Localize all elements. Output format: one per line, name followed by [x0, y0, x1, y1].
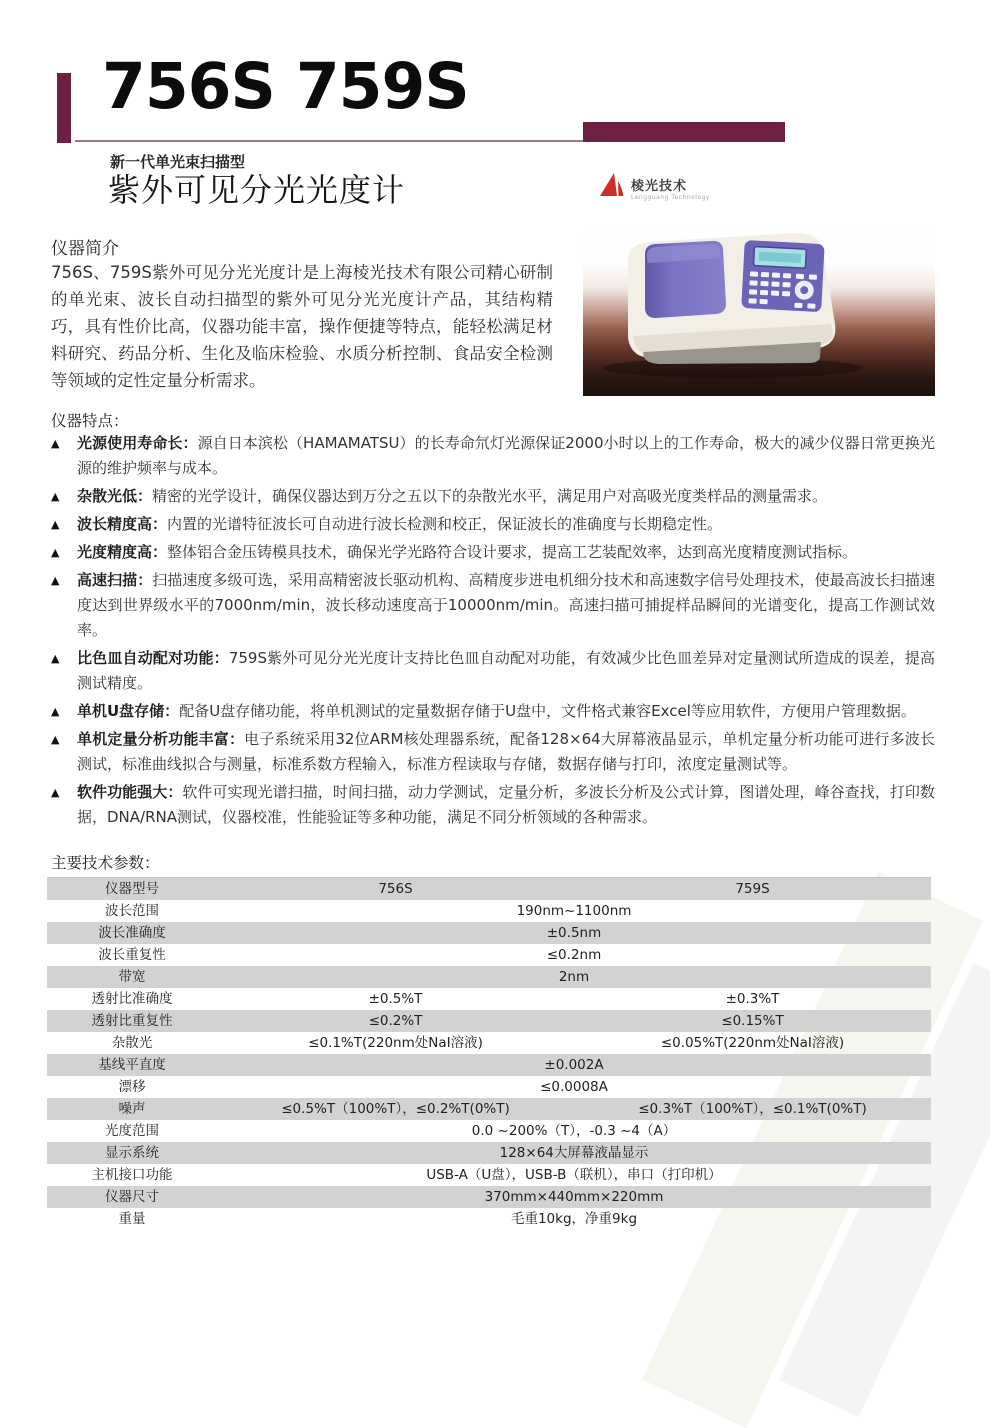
feature-text: [77, 431, 935, 481]
features-heading: 仪器特点：: [51, 412, 129, 430]
spectrophotometer-image: [583, 218, 935, 396]
feature-body: 配备U盘存储功能，将单机测试的定量数据存储于U盘中，文件格式兼容Excel等应用软件，方便用户管理数据。: [179, 702, 916, 720]
feature-body: 电子系统采用32位ARM核处理器系统，配备128×64大屏幕液晶显示，单机定量分析功能可进行多波长测试，标准曲线拟合与测量，标准系数方程输入，标准方程读取与存储，数据存储与打印，浓度定量测试等。: [77, 730, 935, 773]
feature-text: [77, 727, 935, 777]
feature-title: 杂散光低：: [77, 487, 153, 505]
feature-title: 高速扫描：: [77, 571, 153, 589]
spec-value-759s: ±0.3%T: [725, 991, 780, 1007]
feature-item: [51, 484, 935, 509]
specs-table: [47, 877, 931, 1230]
page-title: 756S 759S: [102, 50, 469, 123]
spec-row: [47, 1076, 931, 1098]
feature-text: [77, 512, 935, 537]
features-list: [51, 431, 935, 833]
feature-body: 整体铝合金压铸模具技术，确保光学光路符合设计要求，提高工艺装配效率，达到高光度精度测试指标。: [167, 543, 858, 561]
feature-body: 内置的光谱特征波长可自动进行波长检测和校正，保证波长的准确度与长期稳定性。: [167, 515, 723, 533]
spec-label: 主机接口功能: [91, 1167, 173, 1183]
spec-row: [47, 1164, 931, 1186]
spec-row: [47, 878, 931, 900]
spec-label: 带宽: [118, 969, 146, 985]
feature-body: 759S紫外可见分光光度计支持比色皿自动配对功能，有效减少比色皿差异对定量测试所造成的误差，提高测试精度。: [77, 649, 935, 692]
feature-item: [51, 780, 935, 830]
spec-label: 噪声: [118, 1101, 146, 1117]
spec-row: [47, 1186, 931, 1208]
feature-title: 单机U盘存储：: [77, 702, 180, 720]
triangle-bullet-icon: ▲: [51, 518, 60, 531]
title-accent-bar-left: [57, 73, 71, 143]
feature-item: [51, 540, 935, 565]
spec-value: ±0.002A: [544, 1057, 604, 1073]
feature-text: [77, 646, 935, 696]
feature-text: [77, 484, 935, 509]
spec-label: 光度范围: [105, 1123, 159, 1139]
feature-title: 软件功能强大：: [77, 783, 183, 801]
feature-item: [51, 699, 935, 724]
spec-label: 基线平直度: [98, 1057, 166, 1073]
feature-title: 比色皿自动配对功能：: [77, 649, 229, 667]
spec-label: 波长范围: [105, 903, 159, 919]
spec-row: [47, 988, 931, 1010]
feature-body: 源自日本滨松（HAMAMATSU）的长寿命氘灯光源保证2000小时以上的工作寿命，极大的减少仪器日常更换光源的维护频率与成本。: [77, 434, 935, 477]
feature-item: [51, 727, 935, 777]
spec-label: 重量: [118, 1211, 146, 1227]
spec-value-756s: 756S: [378, 881, 413, 897]
triangle-bullet-icon: ▲: [51, 574, 60, 587]
triangle-bullet-icon: ▲: [51, 786, 60, 799]
feature-item: [51, 568, 935, 643]
brand-logo: [597, 170, 710, 204]
spec-value: 2nm: [558, 969, 590, 985]
feature-text: [77, 540, 935, 565]
spec-value-759s: ≤0.3%T（100%T），≤0.1%T(0%T): [638, 1101, 867, 1117]
spec-row: [47, 1142, 931, 1164]
spec-row: [47, 1054, 931, 1076]
spec-value: 370mm×440mm×220mm: [484, 1189, 664, 1205]
spec-row: [47, 1208, 931, 1230]
spec-value-756s: ≤0.1%T(220nm处NaI溶液): [308, 1035, 483, 1051]
product-photo: [583, 218, 935, 396]
spec-row: [47, 1010, 931, 1032]
subtitle-type: 新一代单光束扫描型: [110, 153, 246, 171]
feature-text: [77, 568, 935, 643]
triangle-bullet-icon: ▲: [51, 546, 60, 559]
feature-item: [51, 431, 935, 481]
spec-value-756s: ±0.5%T: [368, 991, 423, 1007]
feature-body: 扫描速度多级可选，采用高精密波长驱动机构、高精度步进电机细分技术和高速数字信号处理技术，使最高波长扫描速度达到世界级水平的7000nm/min，波长移动速度高于10000nm/min。高速扫描可捕捉样品瞬间的光谱变化，提高工作测试效率。: [77, 571, 935, 639]
triangle-bullet-icon: ▲: [51, 490, 60, 503]
spec-value: USB-A（U盘），USB-B（联机），串口（打印机）: [426, 1167, 722, 1183]
spec-label: 显示系统: [105, 1145, 159, 1161]
spec-row: [47, 944, 931, 966]
spec-value: 190nm~1100nm: [516, 903, 632, 919]
logo-sail-icon: [597, 170, 627, 204]
spec-row: [47, 1032, 931, 1054]
intro-text: 756S、759S紫外可见分光光度计是上海棱光技术有限公司精心研制的单光束、波长自动扫描型的紫外可见分光光度计产品，其结构精巧，具有性价比高，仪器功能丰富，操作便捷等特点，能轻松满足材料研究、药品分析、生化及临床检验、水质分析控制、食品安全检测等领域的定性定量分析需求。: [51, 263, 553, 390]
feature-body: 精密的光学设计，确保仪器达到万分之五以下的杂散光水平，满足用户对高吸光度类样品的测量需求。: [152, 487, 828, 505]
spec-value-759s: ≤0.05%T(220nm处NaI溶液): [660, 1035, 845, 1051]
spec-row: [47, 900, 931, 922]
feature-title: 光源使用寿命长：: [77, 434, 198, 452]
spec-label: 杂散光: [111, 1035, 153, 1051]
triangle-bullet-icon: ▲: [51, 705, 60, 718]
specs-heading: 主要技术参数：: [51, 854, 160, 872]
feature-text: [77, 780, 935, 830]
spec-label: 透射比准确度: [91, 991, 173, 1007]
spec-value: ±0.5nm: [546, 925, 602, 941]
spec-label: 仪器型号: [105, 881, 159, 897]
header-accent-block-right: [583, 122, 785, 142]
feature-title: 单机定量分析功能丰富：: [77, 730, 245, 748]
spec-value: 毛重10kg，净重9kg: [510, 1211, 638, 1227]
spec-label: 波长重复性: [98, 947, 166, 963]
feature-item: [51, 646, 935, 696]
spec-value: ≤0.2nm: [546, 947, 602, 963]
intro-heading: 仪器简介: [51, 239, 119, 259]
spec-row: [47, 1098, 931, 1120]
spec-label: 漂移: [118, 1079, 146, 1095]
spec-row: [47, 966, 931, 988]
spec-row: [47, 1120, 931, 1142]
spec-row: [47, 922, 931, 944]
spec-value-759s: ≤0.15%T: [721, 1013, 784, 1029]
triangle-bullet-icon: ▲: [51, 652, 60, 665]
spec-label: 透射比重复性: [91, 1013, 173, 1029]
spec-value-756s: ≤0.2%T: [368, 1013, 423, 1029]
feature-item: [51, 512, 935, 537]
feature-text: [77, 699, 935, 724]
feature-body: 软件可实现光谱扫描，时间扫描，动力学测试，定量分析，多波长分析及公式计算，图谱处理，峰谷查找，打印数据，DNA/RNA测试，仪器校准，性能验证等多种功能，满足不同分析领域的各种需求。: [77, 783, 935, 826]
feature-title: 光度精度高：: [77, 543, 168, 561]
spec-value: 128×64大屏幕液晶显示: [499, 1145, 649, 1161]
spec-value: ≤0.0008A: [540, 1079, 608, 1095]
triangle-bullet-icon: ▲: [51, 733, 60, 746]
spec-label: 波长准确度: [98, 925, 166, 941]
spec-value-756s: ≤0.5%T（100%T），≤0.2%T(0%T): [281, 1101, 510, 1117]
triangle-bullet-icon: ▲: [51, 437, 60, 450]
spec-value: 0.0 ~200%（T），-0.3 ~4（A）: [471, 1123, 677, 1139]
spec-label: 仪器尺寸: [105, 1189, 159, 1205]
feature-title: 波长精度高：: [77, 515, 168, 533]
product-name: 紫外可见分光光度计: [108, 171, 406, 209]
spec-value-759s: 759S: [735, 881, 770, 897]
brand-tagline: Lengguang Technology: [631, 194, 710, 201]
brand-name: 棱光技术: [631, 179, 688, 194]
